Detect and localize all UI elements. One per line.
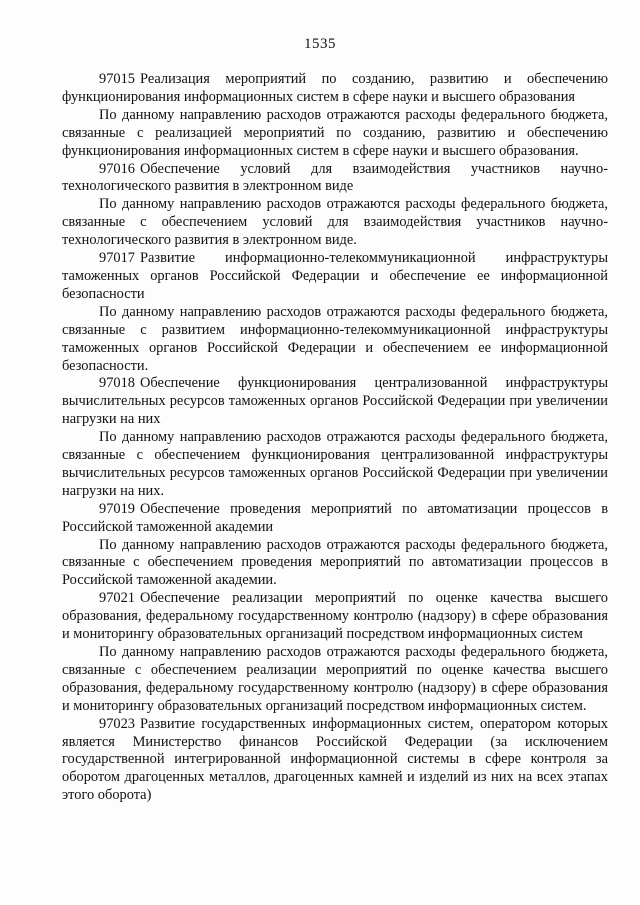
paragraph-97021-description xyxy=(62,644,608,716)
expense-code: 97019 xyxy=(99,500,135,517)
paragraph-text: Обеспечение проведения мероприятий по автоматизации процессов в Российской таможенной академии xyxy=(62,500,608,535)
paragraph-text: Обеспечение условий для взаимодействия участников научно-технологического развития в электронном виде xyxy=(62,160,608,195)
paragraph-text: Обеспечение реализации мероприятий по оценке качества высшего образования, федеральному государственному контролю (надзору) в сфере образования и мониторингу образовательных организаций посредством информационных систем xyxy=(62,590,608,643)
paragraph-text: По данному направлению расходов отражаются расходы федерального бюджета, связанные с обеспечением реализации мероприятий по оценке качества высшего образования, федеральному государственному контролю (надзору) в сфере образования и мониторингу образовательных организаций посредством информационных систем. xyxy=(62,644,608,714)
expense-code: 97015 xyxy=(99,71,135,87)
paragraph-97019-heading xyxy=(62,501,608,537)
paragraph-text: По данному направлению расходов отражаются расходы федерального бюджета, связанные с реализацией мероприятий по созданию, развитию и обеспечению функционирования информационных систем в сфере науки и высшего образования. xyxy=(62,106,608,159)
paragraph-97016-description xyxy=(62,196,608,250)
expense-code: 97016 xyxy=(99,160,135,177)
paragraph-text: Развитие информационно-телекоммуникационной инфраструктуры таможенных органов Российской Федерации и обеспечение ее информационной безопасности xyxy=(62,250,608,302)
paragraph-97023-heading xyxy=(62,716,608,806)
document-body xyxy=(62,71,608,805)
paragraph-text: По данному направлению расходов отражаются расходы федерального бюджета, связанные с обеспечением проведения мероприятий по автоматизации процессов в Российской таможенной академии. xyxy=(62,536,608,589)
paragraph-text: По данному направлению расходов отражаются расходы федерального бюджета, связанные с обеспечением условий для взаимодействия участников научно-технологического развития в электронном виде. xyxy=(62,196,608,249)
paragraph-97019-description xyxy=(62,537,608,591)
paragraph-97017-description xyxy=(62,304,608,376)
paragraph-text: По данному направлению расходов отражаются расходы федерального бюджета, связанные с обеспечением функционирования централизованной инфраструктуры вычислительных ресурсов таможенных органов Российской Федерации при увеличении нагрузки на них. xyxy=(62,429,608,499)
paragraph-97015-description xyxy=(62,107,608,161)
paragraph-97018-description xyxy=(62,429,608,501)
paragraph-text: Обеспечение функционирования централизованной инфраструктуры вычислительных ресурсов таможенных органов Российской Федерации при увеличении нагрузки на них xyxy=(62,375,608,428)
paragraph-97017-heading xyxy=(62,250,608,304)
paragraph-97015-heading xyxy=(62,71,608,107)
paragraph-97018-heading xyxy=(62,375,608,429)
paragraph-text: По данному направлению расходов отражаются расходы федерального бюджета, связанные с развитием информационно-телекоммуникационной инфраструктуры таможенных органов Российской Федерации и обеспечением ее информационной безопасности. xyxy=(62,303,608,374)
expense-code: 97021 xyxy=(99,590,135,607)
expense-code: 97018 xyxy=(99,375,135,392)
paragraph-97016-heading xyxy=(62,161,608,197)
page-number: 1535 xyxy=(304,36,336,52)
expense-code: 97017 xyxy=(99,250,135,267)
paragraph-text: Реализация мероприятий по созданию, развитию и обеспечению функционирования информационных систем в сфере науки и высшего образования xyxy=(62,71,608,105)
paragraph-97021-heading xyxy=(62,590,608,644)
expense-code: 97023 xyxy=(99,715,135,732)
paragraph-text: Развитие государственных информационных систем, оператором которых является Министерство финансов Российской Федерации (за исключением государственной интегрированной информационной системы в сфере контроля за оборотом драгоценных металлов, драгоценных камней и изделий из них на всех этапах этого оборота) xyxy=(62,715,608,804)
